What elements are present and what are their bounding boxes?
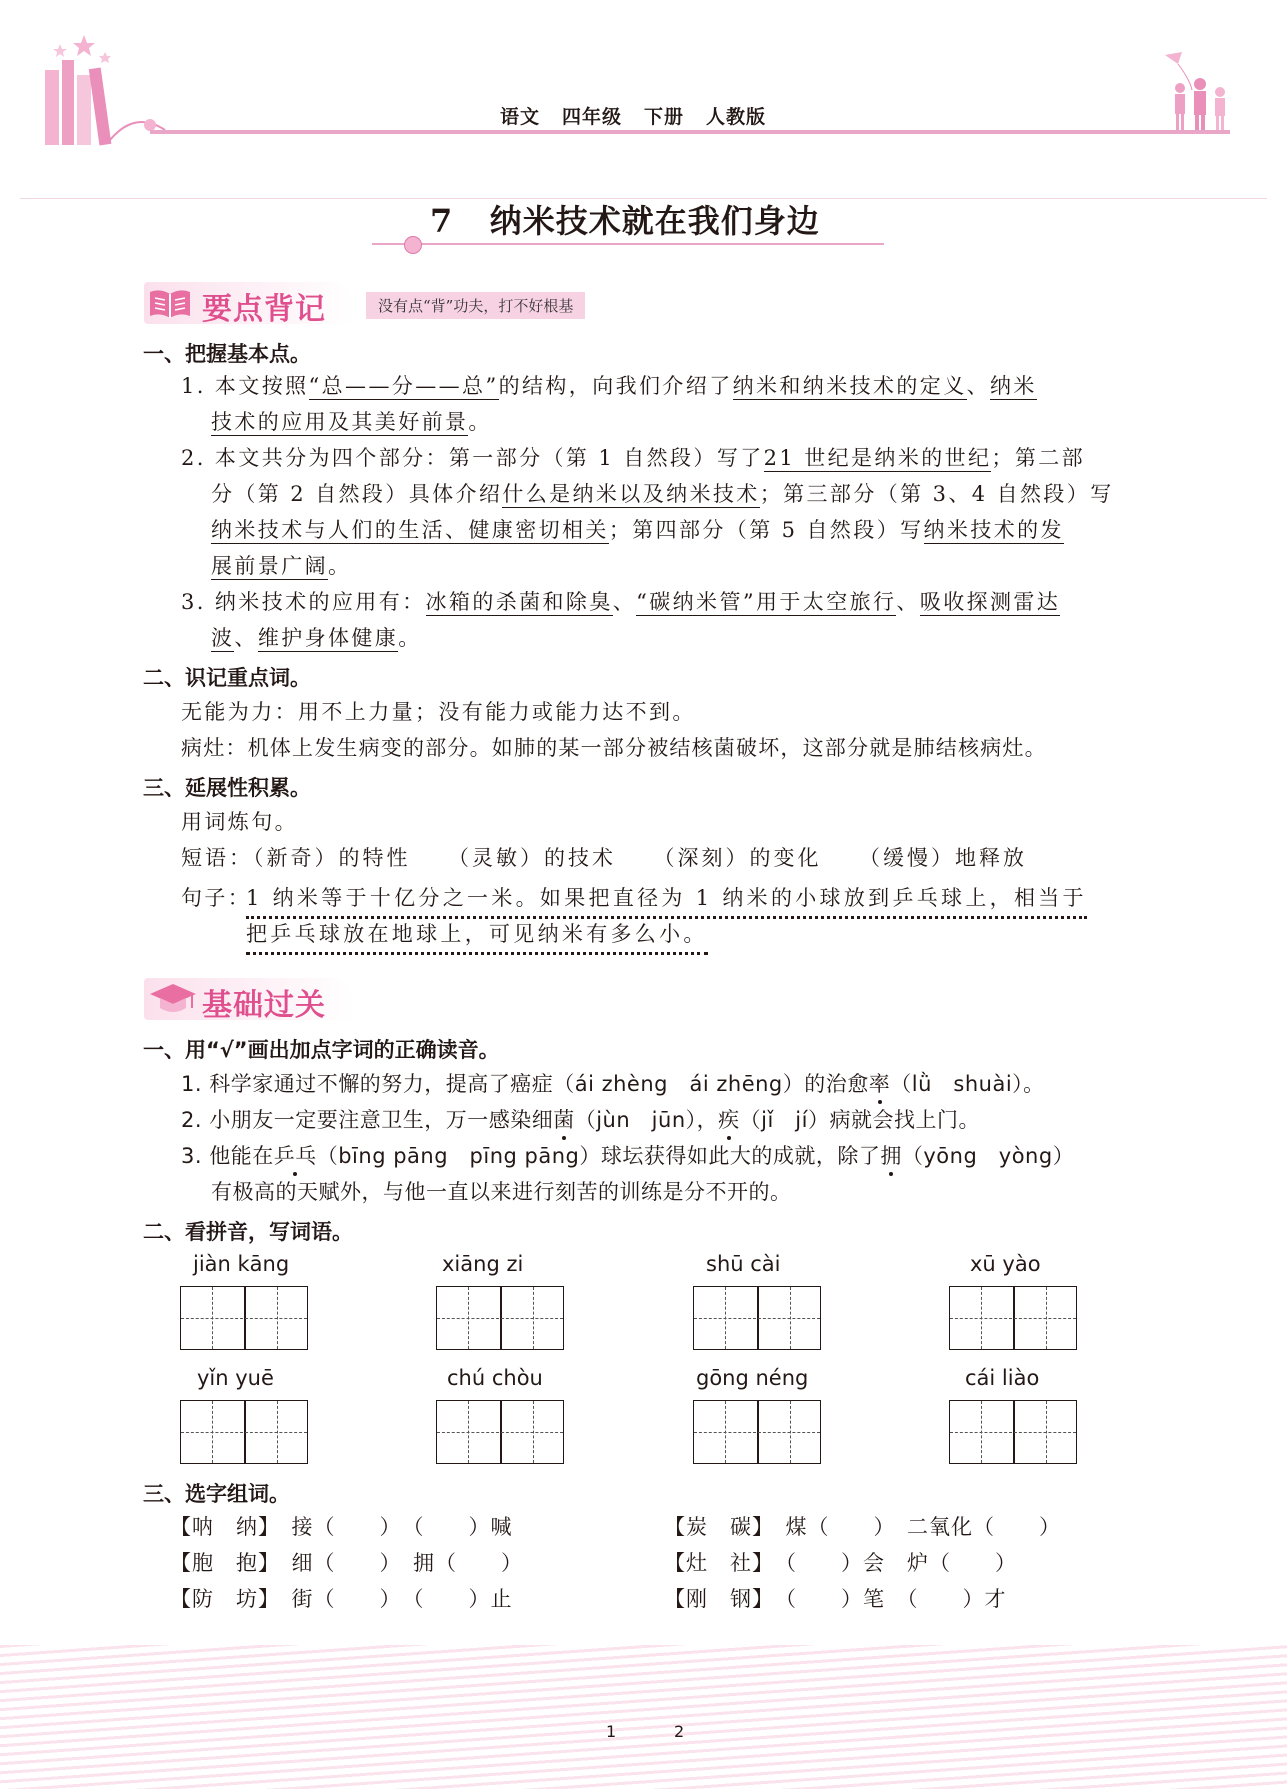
underlined-answer: “总——分——总” bbox=[308, 374, 499, 398]
writing-box[interactable] bbox=[436, 1286, 564, 1350]
underlined-answer: 维护身体健康 bbox=[257, 626, 399, 650]
text-run: ；第三部分（第 3、4 自然段）写 bbox=[759, 482, 1114, 506]
section-title: 基础过关 bbox=[202, 988, 326, 1023]
underlined-answer: 纳米 bbox=[990, 374, 1037, 398]
text-run: 、 bbox=[896, 590, 920, 614]
section-banner-key-points bbox=[144, 280, 624, 327]
underlined-answer: 冰箱的杀菌和除臭 bbox=[425, 590, 613, 614]
phrases-line: 短语：（新奇）的特性 （灵敏）的技术 （深刻）的变化 （缓慢）地释放 bbox=[181, 846, 1027, 870]
sentence-label: 句子： bbox=[181, 886, 252, 910]
text-line bbox=[211, 480, 1114, 508]
text-line bbox=[181, 444, 1085, 472]
text-run: ；第二部 bbox=[991, 446, 1086, 470]
footer-band bbox=[0, 1645, 1287, 1789]
writing-box[interactable] bbox=[436, 1400, 564, 1464]
underlined-answer: 展前景广阔 bbox=[211, 554, 328, 578]
question-1 bbox=[181, 1070, 1045, 1098]
heading-pinyin-writing: 二、看拼音，写词语。 bbox=[143, 1220, 353, 1244]
open-book-icon bbox=[148, 286, 192, 320]
text-run: （bīng pāng pīng pāng）球坛获得如此大的成就，除了 bbox=[316, 1144, 881, 1168]
sentence-text: 1 纳米等于十亿分之一米。如果把直径为 1 纳米的小球放到乒乓球上，相当于 bbox=[246, 886, 1087, 910]
header-book-info bbox=[500, 102, 788, 129]
text-line bbox=[211, 408, 492, 436]
section-title: 要点背记 bbox=[202, 292, 326, 327]
pinyin-label: shū cài bbox=[706, 1252, 781, 1276]
text-line bbox=[211, 624, 422, 652]
page-title bbox=[430, 196, 820, 242]
text-line bbox=[181, 372, 1037, 400]
text-run: 1. 本文按照 bbox=[181, 374, 309, 398]
heading-choose-characters: 三、选字组词。 bbox=[143, 1482, 290, 1506]
writing-box[interactable] bbox=[180, 1400, 308, 1464]
text-line bbox=[211, 552, 351, 580]
header-subject: 语文 bbox=[500, 106, 541, 128]
text-run: （yōng yòng） bbox=[901, 1144, 1075, 1168]
lesson-number: 7 bbox=[430, 202, 454, 240]
pinyin-label: jiàn kāng bbox=[193, 1252, 290, 1276]
graduation-cap-icon bbox=[148, 982, 198, 1016]
word-choice-row: 【呐 纳】 接（ ） （ ）喊 bbox=[170, 1515, 513, 1539]
word-definition: 病灶：机体上发生病变的部分。如肺的某一部分被结核菌破坏，这部分就是肺结核病灶。 bbox=[181, 736, 1047, 760]
children-kite-icon bbox=[1150, 50, 1240, 135]
lesson-title: 纳米技术就在我们身边 bbox=[489, 202, 820, 240]
text-run: 、 bbox=[234, 626, 258, 650]
underlined-answer: 21 世纪是纳米的世纪 bbox=[763, 446, 992, 470]
pinyin-label: cái liào bbox=[965, 1366, 1040, 1390]
sub-heading: 用词炼句。 bbox=[181, 810, 298, 834]
pinyin-label: gōng néng bbox=[696, 1366, 809, 1390]
header-edition: 人教版 bbox=[706, 106, 767, 128]
heading-pronunciation: 一、用“√”画出加点字词的正确读音。 bbox=[143, 1038, 500, 1062]
underlined-answer: 什么是纳米以及纳米技术 bbox=[502, 482, 760, 506]
text-run: 、 bbox=[612, 590, 637, 614]
text-run: 。 bbox=[468, 410, 492, 434]
underlined-answer: 技术的应用及其美好前景 bbox=[211, 410, 469, 434]
heading-key-words: 二、识记重点词。 bbox=[143, 666, 311, 690]
heading-basic-points: 一、把握基本点。 bbox=[143, 342, 311, 366]
pinyin-label: chú chòu bbox=[447, 1366, 543, 1390]
text-line bbox=[181, 588, 1060, 616]
word-choice-row: 【刚 钢】 （ ）笔 （ ）才 bbox=[664, 1587, 1007, 1611]
writing-box[interactable] bbox=[693, 1400, 821, 1464]
text-line bbox=[211, 516, 1064, 544]
text-run: 的结构，向我们介绍了 bbox=[498, 374, 733, 398]
text-run: （jǐ jí）病就会找上门。 bbox=[739, 1108, 980, 1132]
pinyin-label: xū yào bbox=[970, 1252, 1041, 1276]
pinyin-label: xiāng zi bbox=[442, 1252, 524, 1276]
text-run: 。 bbox=[398, 626, 422, 650]
sentence-line bbox=[246, 920, 708, 955]
underlined-answer: 波 bbox=[211, 626, 235, 650]
header-decoration-left bbox=[40, 30, 170, 154]
underlined-answer: 吸收探测雷达 bbox=[919, 590, 1061, 614]
sentence-text: 把乒乓球放在地球上，可见纳米有多么小。 bbox=[246, 922, 708, 946]
writing-box[interactable] bbox=[693, 1286, 821, 1350]
text-run: 2. 小朋友一定要注意卫生，万一感染细 bbox=[181, 1108, 554, 1132]
title-underline bbox=[372, 243, 884, 245]
heading-extended-accumulation: 三、延展性积累。 bbox=[143, 776, 311, 800]
text-run: 。 bbox=[328, 554, 352, 578]
word-choice-row: 【防 坊】 街（ ） （ ）止 bbox=[170, 1587, 513, 1611]
underlined-answer: 纳米和纳米技术的定义 bbox=[732, 374, 967, 398]
text-run: （lǜ shuài）。 bbox=[890, 1072, 1045, 1096]
word-choice-row: 【灶 社】 （ ）会 炉（ ） bbox=[664, 1551, 1017, 1575]
writing-box[interactable] bbox=[180, 1286, 308, 1350]
page-number-right: 2 bbox=[674, 1722, 685, 1741]
section-tagline: 没有点“背”功夫，打不好根基 bbox=[366, 292, 585, 319]
text-run: 1. 科学家通过不懈的努力，提高了癌症（ái zhèng ái zhēng）的治愈 bbox=[181, 1072, 869, 1096]
word-choice-row: 【炭 碳】 煤（ ） 二氧化（ ） bbox=[664, 1515, 1061, 1539]
section-banner-basics bbox=[144, 976, 444, 1023]
underlined-answer: 纳米技术与人们的生活、健康密切相关 bbox=[211, 518, 609, 542]
dotted-char: 拥 bbox=[880, 1144, 902, 1168]
question-2 bbox=[181, 1106, 980, 1134]
underlined-answer: “碳纳米管”用于太空旅行 bbox=[636, 590, 897, 614]
text-run: 、 bbox=[966, 374, 990, 398]
dotted-char: 乒乓 bbox=[273, 1144, 317, 1168]
text-run: 3. 他能在 bbox=[181, 1144, 274, 1168]
header-decoration-right bbox=[1150, 50, 1240, 139]
header-volume: 下册 bbox=[644, 106, 685, 128]
dotted-char: 疾 bbox=[718, 1108, 740, 1132]
text-run: ；第四部分（第 5 自然段）写 bbox=[608, 518, 924, 542]
title-dot-icon bbox=[404, 236, 422, 254]
writing-box[interactable] bbox=[949, 1286, 1077, 1350]
dotted-char: 菌 bbox=[553, 1108, 575, 1132]
sentence-line bbox=[246, 884, 1087, 919]
text-run: 2. 本文共分为四个部分：第一部分（第 1 自然段）写了 bbox=[181, 446, 764, 470]
dotted-char: 率 bbox=[868, 1072, 891, 1096]
pinyin-label: yǐn yuē bbox=[197, 1366, 274, 1390]
question-3 bbox=[181, 1142, 1074, 1170]
header-rule bbox=[150, 130, 1230, 134]
question-3-cont: 有极高的天赋外，与他一直以来进行刻苦的训练是分不开的。 bbox=[211, 1180, 792, 1204]
word-definition: 无能为力：用不上力量；没有能力或能力达不到。 bbox=[181, 700, 696, 724]
header-grade: 四年级 bbox=[562, 106, 623, 128]
text-run: 3. 纳米技术的应用有： bbox=[181, 590, 426, 614]
text-run: 分（第 2 自然段）具体介绍 bbox=[211, 482, 503, 506]
underlined-answer: 纳米技术的发 bbox=[923, 518, 1064, 542]
text-run: （jùn jūn）， bbox=[574, 1108, 719, 1132]
word-choice-row: 【胞 抱】 细（ ） 拥（ ） bbox=[170, 1551, 523, 1575]
page-number-left: 1 bbox=[606, 1722, 617, 1741]
writing-box[interactable] bbox=[949, 1400, 1077, 1464]
